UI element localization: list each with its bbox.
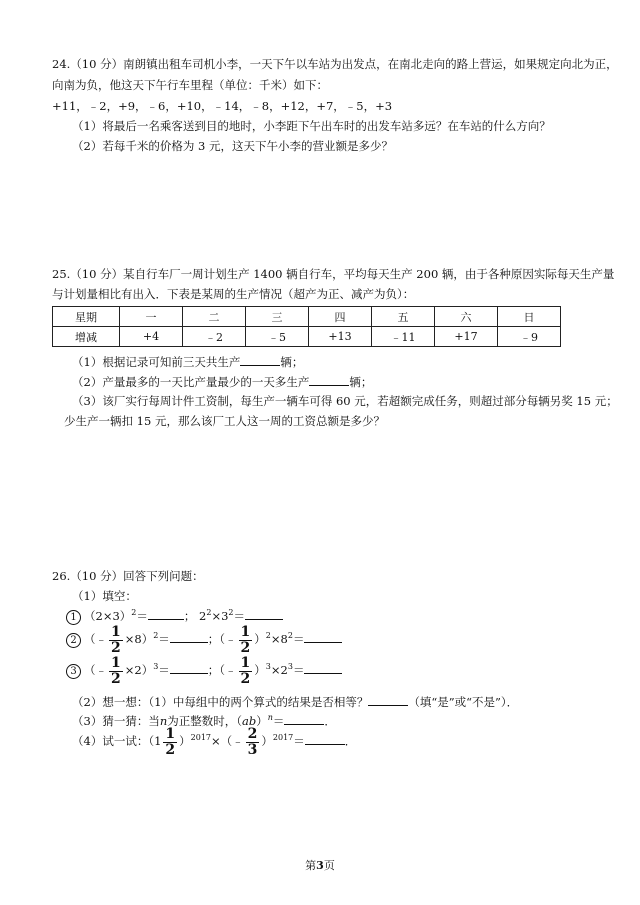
table-cell: 三	[246, 307, 309, 327]
answer-blank[interactable]	[148, 607, 184, 620]
q25-line1: 25.（10 分）某自行车厂一周计划生产 1400 辆自行车，平均每天生产 200 辆，由于各种原因实际每天生产量	[52, 267, 615, 281]
q24-data: +11，﹣2，+9，﹣6，+10，﹣14，﹣8，+12，+7，﹣5，+3	[52, 99, 393, 113]
fraction: $\frac{1}{2}$	[111, 623, 121, 656]
table-cell: 星期	[53, 307, 120, 327]
answer-blank[interactable]	[170, 630, 208, 643]
q24-line2: 向南为负，他这天下午行车里程（单位：千米）如下：	[52, 78, 328, 92]
circled-number: 2	[66, 633, 81, 648]
table-cell: 六	[435, 307, 498, 327]
table-cell: +17	[435, 327, 498, 347]
answer-blank[interactable]	[304, 630, 342, 643]
answer-blank[interactable]	[170, 661, 208, 674]
q26-line1: 26.（10 分）回答下列问题：	[52, 569, 204, 583]
table-cell: 二	[183, 307, 246, 327]
q25-sub3-line2: 少生产一辆扣 15 元，那么该厂工人这一周的工资总额是多少？	[64, 414, 385, 428]
fraction: $\frac{1}{2}$	[165, 725, 176, 758]
q26-sub2: （2）想一想：（1）中每组中的两个算式的结果是否相等？ （填“是”或“不是”）．	[72, 695, 519, 709]
fraction: $\frac{1}{2}$	[240, 623, 251, 656]
fraction: $\frac{1}{2}$	[111, 654, 121, 687]
page-footer: 第3页	[305, 859, 335, 872]
q26-row3: 3 （﹣ $\frac{1}{2}$ ×2）$^3$＝ ；（﹣ $\frac{1}{2}$ ）$^3\times 2^3=$	[66, 655, 342, 687]
table-cell: ﹣2	[183, 327, 246, 347]
q26-row1: 1 $(2\times 3)^2=$ ； $2^2\times 3^2=$	[66, 607, 283, 625]
circled-number: 3	[66, 664, 81, 679]
table-cell: +13	[309, 327, 372, 347]
q24-line1: 24.（10 分）南朗镇出租车司机小李，一天下午以车站为出发点，在南北走向的路上营运，如果规定向北为正，	[52, 57, 618, 71]
table-cell: 日	[498, 307, 561, 327]
table-cell: ﹣9	[498, 327, 561, 347]
table-row	[53, 327, 561, 347]
table-cell: +4	[120, 327, 183, 347]
table-cell: 五	[372, 307, 435, 327]
answer-blank[interactable]	[305, 732, 345, 745]
answer-blank[interactable]	[284, 712, 324, 725]
q25-sub1: （1）根据记录可知前三天共生产 辆；	[72, 355, 304, 369]
q24-sub2: （2）若每千米的价格为 3 元，这天下午小李的营业额是多少？	[72, 139, 393, 153]
fraction: $\frac{1}{2}$	[240, 654, 251, 687]
q26-sub4: （4）试一试：（1 $\frac{1}{2}$ ）$^{2017}$×（﹣ $\frac{2}{3}$ ）$^{2017}$＝ ．	[72, 725, 357, 758]
q25-sub3-line1: （3）该厂实行每周计件工资制，每生产一辆车可得 60 元，若超额完成任务，则超过部分每辆另奖 15 元；	[72, 394, 618, 408]
answer-blank[interactable]	[368, 693, 408, 706]
table-cell: ﹣11	[372, 327, 435, 347]
fraction: $\frac{2}{3}$	[247, 725, 258, 758]
q25-sub2: （2）产量最多的一天比产量最少的一天多生产 辆；	[72, 375, 373, 389]
q26-sub3: （3）猜一猜：当n为正整数时，（ab）$^n$＝ ．	[72, 713, 336, 728]
table-cell: 一	[120, 307, 183, 327]
table-cell: 增减	[53, 327, 120, 347]
q24-sub1: （1）将最后一名乘客送到目的地时，小李距下午出车时的出发车站多远？在车站的什么方向？	[72, 119, 551, 133]
circled-number: 1	[66, 610, 81, 625]
q25-line2: 与计划量相比有出入．下表是某周的生产情况（超产为正、减产为负）：	[52, 287, 415, 301]
answer-blank[interactable]	[245, 607, 283, 620]
table-row	[53, 307, 561, 327]
answer-blank[interactable]	[240, 353, 280, 366]
page-number: 3	[316, 859, 324, 872]
answer-blank[interactable]	[304, 661, 342, 674]
answer-blank[interactable]	[309, 373, 349, 386]
table-cell: 四	[309, 307, 372, 327]
production-table	[52, 306, 561, 347]
table-cell: ﹣5	[246, 327, 309, 347]
q26-fill: （1）填空：	[72, 589, 137, 603]
q26-row2: 2 （﹣ $\frac{1}{2}$ ×8）$^2$＝ ；（﹣ $\frac{1}{2}$ ）$^2\times 8^2=$	[66, 624, 342, 656]
